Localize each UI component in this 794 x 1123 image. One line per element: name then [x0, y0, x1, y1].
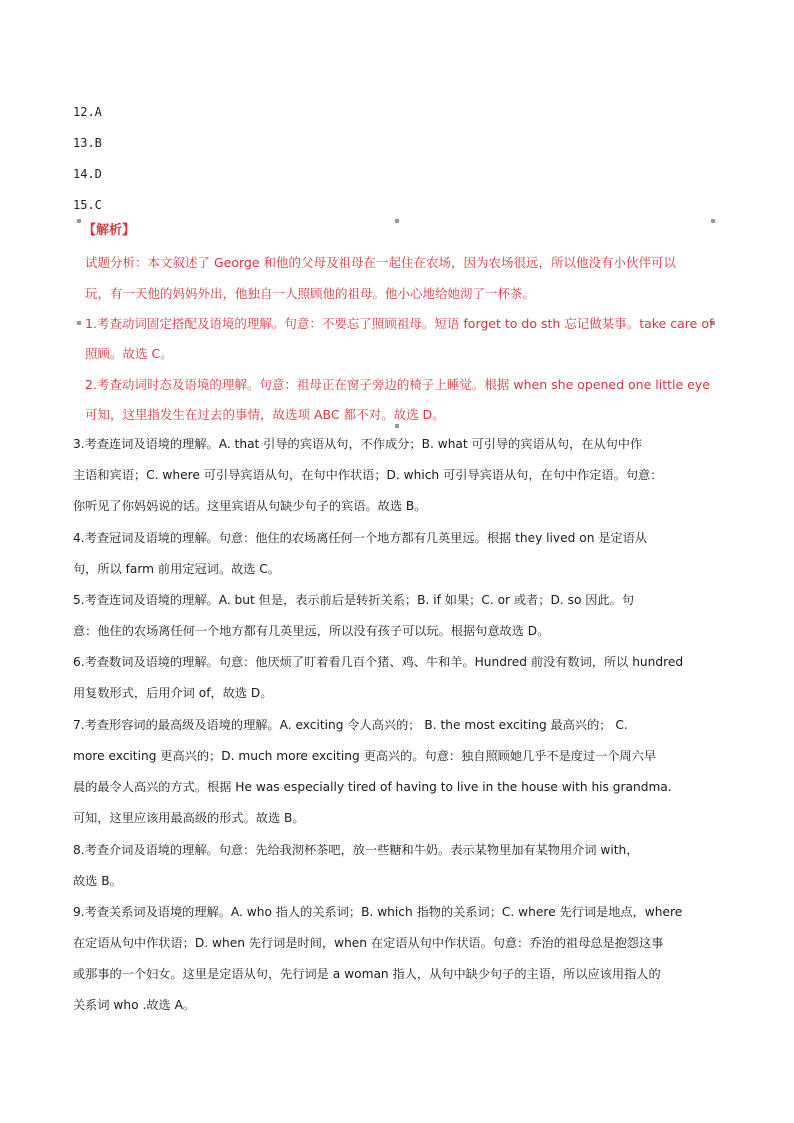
explanation-line: 故选 B。	[73, 874, 122, 888]
answer-15: 15.C	[73, 198, 102, 212]
resize-handle-top-right[interactable]	[711, 219, 715, 223]
explanation-line: 在定语从句中作状语；D. when 先行词是时间，when 在定语从句中作状语。句意：乔治的祖母总是抱怨这事	[73, 936, 664, 950]
explanation-line: 意：他住的农场离任何一个地方都有几英里远，所以没有孩子可以玩。根据句意故选 D。	[73, 624, 550, 638]
explanation-line: 6.考查数词及语境的理解。句意：他厌烦了盯着看几百个猪、鸡、牛和羊。Hundred 前没有数词，所以 hundred	[73, 655, 684, 669]
explanation-line: 9.考查关系词及语境的理解。A. who 指人的关系词；B. which 指物的关系词；C. where 先行词是地点，where	[73, 905, 683, 919]
analysis-line: 可知，这里指发生在过去的事情，故选项 ABC 都不对。故选 D。	[85, 407, 445, 422]
answer-14: 14.D	[73, 167, 102, 181]
explanation-line: more exciting 更高兴的；D. much more exciting 更高兴的。句意：独自照顾她几乎不是度过一个周六早	[73, 749, 657, 763]
analysis-line: 1.考查动词固定搭配及语境的理解。句意：不要忘了照顾祖母。短语 forget to do sth 忘记做某事。take care of	[85, 316, 714, 331]
resize-handle-top-left[interactable]	[77, 219, 81, 223]
explanation-line: 3.考查连词及语境的理解。A. that 引导的宾语从句，不作成分；B. what 可引导的宾语从句，在从句中作	[73, 437, 643, 451]
resize-handle-top-middle[interactable]	[395, 219, 399, 223]
explanation-line: 7.考查形容词的最高级及语境的理解。A. exciting 令人高兴的； B. the most exciting 最高兴的； C.	[73, 718, 628, 732]
explanation-line: 主语和宾语；C. where 可引导宾语从句，在句中作状语；D. which 可引导宾语从句，在句中作定语。句意：	[73, 468, 663, 482]
answer-12: 12.A	[73, 105, 102, 119]
analysis-title: 【解析】	[83, 223, 136, 238]
explanation-line: 关系词 who .故选 A。	[73, 998, 196, 1012]
explanation-line: 可知，这里应该用最高级的形式。故选 B。	[73, 811, 305, 825]
explanation-line: 你听见了你妈妈说的话。这里宾语从句缺少句子的宾语。故选 B。	[73, 499, 427, 513]
explanation-line: 或那事的一个妇女。这里是定语从句，先行词是 a woman 指人，从句中缺少句子的主语，所以应该用指人的	[73, 967, 661, 981]
explanation-line: 8.考查介词及语境的理解。句意：先给我沏杯茶吧，放一些糖和牛奶。表示某物里加有某物用介词 with，	[73, 843, 639, 857]
explanation-line: 用复数形式，后用介词 of，故选 D。	[73, 686, 273, 700]
resize-handle-bottom-middle[interactable]	[395, 424, 399, 428]
analysis-line: 试题分析：本文叙述了 George 和他的父母及祖母在一起住在农场，因为农场很远，所以他没有小伙伴可以	[85, 255, 677, 270]
explanation-line: 句，所以 farm 前用定冠词。故选 C。	[73, 562, 280, 576]
resize-handle-middle-left[interactable]	[77, 321, 81, 325]
analysis-line: 照顾。故选 C。	[85, 346, 173, 361]
answer-13: 13.B	[73, 136, 102, 150]
explanation-line: 晨的最令人高兴的方式。根据 He was especially tired of having to live in the house with his grandma.	[73, 780, 672, 794]
analysis-line: 玩，有一天他的妈妈外出，他独自一人照顾他的祖母。他小心地给她沏了一杯茶。	[85, 286, 536, 301]
explanation-line: 5.考查连词及语境的理解。A. but 但是，表示前后是转折关系；B. if 如果；C. or 或者；D. so 因此。句	[73, 593, 635, 607]
explanation-line: 4.考查冠词及语境的理解。句意：他住的农场离任何一个地方都有几英里远。根据 they lived on 是定语从	[73, 531, 648, 545]
analysis-line: 2.考查动词时态及语境的理解。句意：祖母正在窗子旁边的椅子上睡觉。根据 when she opened one little eye	[85, 377, 710, 392]
